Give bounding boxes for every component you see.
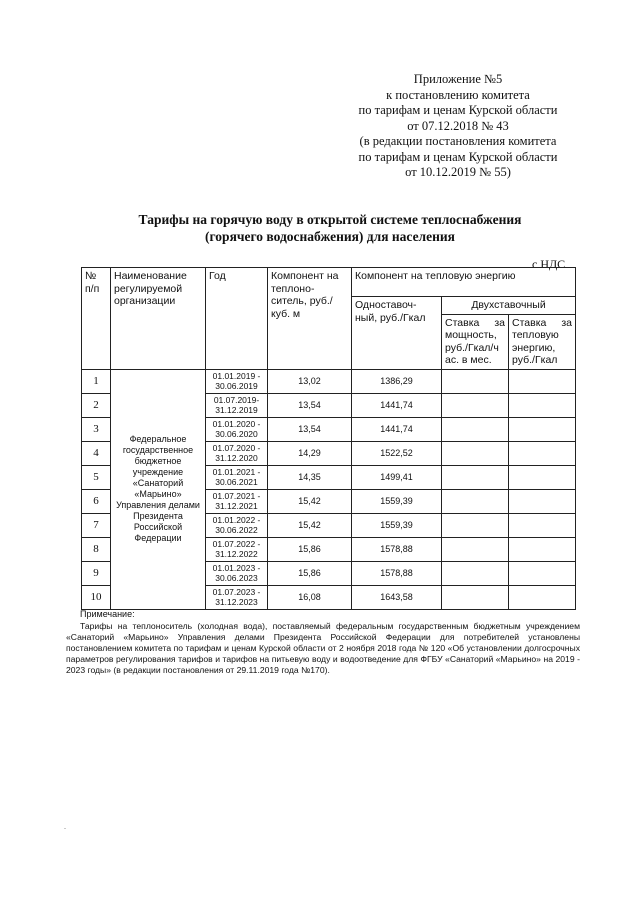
row-capacity-rate bbox=[442, 561, 509, 585]
appendix-line: от 07.12.2018 № 43 bbox=[407, 118, 509, 133]
row-period: 01.07.2019- 31.12.2019 bbox=[206, 393, 268, 417]
row-energy-rate bbox=[509, 441, 576, 465]
row-period: 01.07.2020 - 31.12.2020 bbox=[206, 441, 268, 465]
row-number: 1 bbox=[82, 369, 111, 393]
note-text: Тарифы на теплоноситель (холодная вода), поставляемый федеральным государственным бюджетным учреждением «Санаторий «Марьино» Управления делами Президента Российской Федерации для потребителей установлены постановлением комитета по тарифам и ценам Курской области от 2 ноября 2018 года № 120 «Об установлении долгосрочных параметров регулирования тарифов и тарифов на питьевую воду и водоотведение для ФГБУ «Санаторий «Марьино» на 2019 - 2023 годы» (в редакции постановления от 29.11.2019 года №170). bbox=[66, 621, 580, 675]
row-period: 01.01.2020 - 30.06.2020 bbox=[206, 417, 268, 441]
row-single: 1559,39 bbox=[352, 513, 442, 537]
row-carrier: 14,29 bbox=[268, 441, 352, 465]
row-single: 1386,29 bbox=[352, 369, 442, 393]
row-carrier: 15,86 bbox=[268, 537, 352, 561]
row-carrier: 16,08 bbox=[268, 585, 352, 609]
header-capacity-rate: Ставка за мощность, руб./Гкал/ч ас. в мес. bbox=[442, 314, 509, 369]
row-number: 5 bbox=[82, 465, 111, 489]
row-single: 1578,88 bbox=[352, 537, 442, 561]
row-capacity-rate bbox=[442, 585, 509, 609]
row-period: 01.01.2023 - 30.06.2023 bbox=[206, 561, 268, 585]
row-capacity-rate bbox=[442, 417, 509, 441]
tariff-table bbox=[81, 267, 576, 610]
appendix-line: (в редакции постановления комитета bbox=[359, 134, 557, 148]
appendix-line: по тарифам и ценам Курской области bbox=[358, 103, 558, 117]
row-single: 1441,74 bbox=[352, 417, 442, 441]
row-number: 8 bbox=[82, 537, 111, 561]
header-year: Год bbox=[206, 268, 268, 370]
row-carrier: 13,02 bbox=[268, 369, 352, 393]
row-number: 6 bbox=[82, 489, 111, 513]
row-energy-rate bbox=[509, 465, 576, 489]
row-period: 01.01.2021 - 30.06.2021 bbox=[206, 465, 268, 489]
row-energy-rate bbox=[509, 489, 576, 513]
title-line-1: Тарифы на горячую воду в открытой системе теплоснабжения bbox=[138, 212, 522, 227]
row-carrier: 15,42 bbox=[268, 513, 352, 537]
row-period: 01.01.2019 - 30.06.2019 bbox=[206, 369, 268, 393]
row-capacity-rate bbox=[442, 465, 509, 489]
row-period: 01.07.2021 - 31.12.2021 bbox=[206, 489, 268, 513]
row-capacity-rate bbox=[442, 441, 509, 465]
row-energy-rate bbox=[509, 537, 576, 561]
row-carrier: 13,54 bbox=[268, 393, 352, 417]
row-carrier: 15,42 bbox=[268, 489, 352, 513]
row-period: 01.01.2022 - 30.06.2022 bbox=[206, 513, 268, 537]
row-energy-rate bbox=[509, 513, 576, 537]
row-number: 3 bbox=[82, 417, 111, 441]
row-energy-rate bbox=[509, 561, 576, 585]
row-single: 1499,41 bbox=[352, 465, 442, 489]
row-number: 2 bbox=[82, 393, 111, 417]
row-number: 4 bbox=[82, 441, 111, 465]
scan-speck: . bbox=[64, 822, 66, 831]
row-energy-rate bbox=[509, 585, 576, 609]
row-energy-rate bbox=[509, 369, 576, 393]
row-carrier: 14,35 bbox=[268, 465, 352, 489]
appendix-line: от 10.12.2019 № 55) bbox=[405, 165, 511, 179]
header-energy-rate: Ставка за тепловую энергию, руб./Гкал bbox=[509, 314, 576, 369]
row-single: 1441,74 bbox=[352, 393, 442, 417]
row-capacity-rate bbox=[442, 537, 509, 561]
row-carrier: 15,86 bbox=[268, 561, 352, 585]
appendix-line: Приложение №5 bbox=[413, 72, 503, 86]
header-number: № п/п bbox=[82, 268, 111, 370]
row-capacity-rate bbox=[442, 489, 509, 513]
header-single-rate: Одноставоч-ный, руб./Гкал bbox=[352, 297, 442, 370]
header-two-part: Двухставочный bbox=[442, 297, 576, 315]
appendix-line: по тарифам и ценам Курской области bbox=[358, 149, 558, 164]
document-title bbox=[90, 211, 570, 245]
row-period: 01.07.2022 - 31.12.2022 bbox=[206, 537, 268, 561]
row-single: 1578,88 bbox=[352, 561, 442, 585]
header-energy-component: Компонент на тепловую энергию bbox=[352, 268, 576, 297]
row-single: 1522,52 bbox=[352, 441, 442, 465]
organization-name: Федеральное государственное бюджетное учреждение «Санаторий «Марьино» Управления делами Президента Российской Федерации bbox=[111, 369, 206, 609]
table-row bbox=[82, 369, 576, 393]
row-capacity-rate bbox=[442, 513, 509, 537]
row-single: 1643,58 bbox=[352, 585, 442, 609]
title-line-2: (горячего водоснабжения) для населения bbox=[205, 229, 455, 244]
row-single: 1559,39 bbox=[352, 489, 442, 513]
vat-note: с НДС bbox=[532, 257, 566, 271]
appendix-line: к постановлению комитета bbox=[386, 87, 530, 102]
row-number: 7 bbox=[82, 513, 111, 537]
row-energy-rate bbox=[509, 417, 576, 441]
note-label: Примечание: bbox=[80, 609, 135, 619]
appendix-header bbox=[328, 72, 588, 181]
row-capacity-rate bbox=[442, 393, 509, 417]
row-capacity-rate bbox=[442, 369, 509, 393]
row-number: 10 bbox=[82, 585, 111, 609]
header-carrier-component: Компонент на теплоно-ситель, руб./куб. м bbox=[268, 268, 352, 370]
row-carrier: 13,54 bbox=[268, 417, 352, 441]
row-period: 01.07.2023 - 31.12.2023 bbox=[206, 585, 268, 609]
header-organization: Наименование регулируемой организации bbox=[111, 268, 206, 370]
row-energy-rate bbox=[509, 393, 576, 417]
row-number: 9 bbox=[82, 561, 111, 585]
